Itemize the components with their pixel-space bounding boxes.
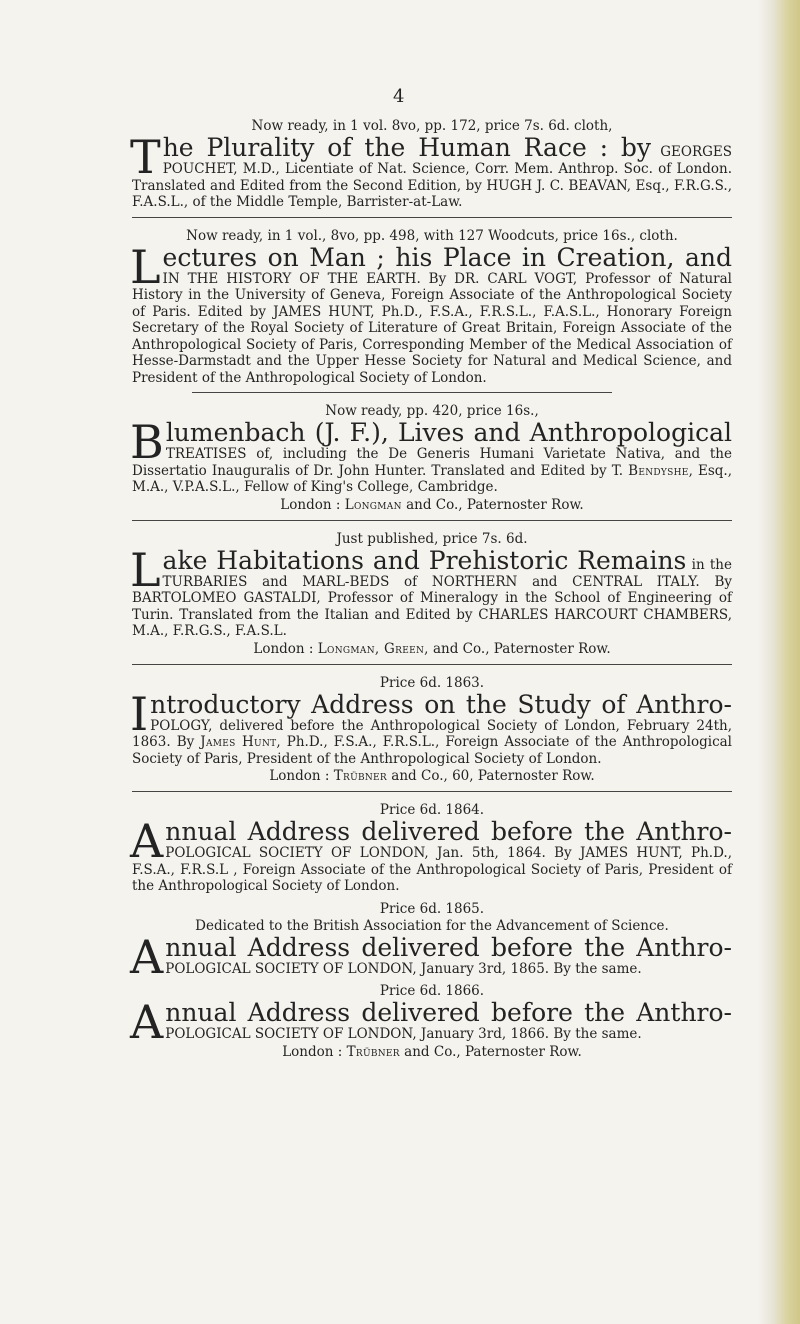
listing-lectures-on-man — [132, 228, 732, 387]
imprint-prefix: London : — [280, 496, 345, 513]
listing-lake-habitations — [132, 531, 732, 658]
listing-meta: Price 6d. 1865. — [379, 900, 485, 917]
listing-blumenbach — [132, 403, 732, 514]
listing-description — [130, 929, 732, 984]
listing-description — [130, 130, 732, 211]
imprint-suffix: and Co., 60, Paternoster Row. — [387, 768, 595, 784]
listing-body: GEORGES POUCHET, M.D., Licentiate of Nat. Science, Corr. Mem. Anthrop. Soc. of London. Translated and Edited from the Second Edition, by HUGH J. C. BEAVAN, Esq., F.R.G.S., F.A.S.L., of the Middle Temple, Barrister-at-Law. — [132, 144, 732, 210]
listing-description — [130, 239, 732, 387]
listing-description — [130, 814, 732, 895]
listing-meta: Price 6d. 1864. — [379, 802, 485, 818]
listing-body-name: James Hunt — [200, 734, 277, 750]
drop-cap: A — [130, 814, 164, 868]
publisher-name: Longman — [344, 496, 402, 513]
listing-description — [130, 686, 732, 768]
listing-title: nnual Address delivered before the Anthro- — [165, 932, 732, 962]
publisher-imprint — [132, 496, 732, 514]
listing-meta: Price 6d. 1863. — [379, 674, 485, 691]
listing-meta: Now ready, in 1 vol. 8vo, pp. 172, price 7s. 6d. cloth, — [251, 118, 613, 134]
listing-body: POLOGICAL SOCIETY OF LONDON, January 3rd, 1865. By the same. — [165, 960, 642, 977]
listing-meta: Now ready, in 1 vol., 8vo, pp. 498, with 127 Woodcuts, price 16s., cloth. — [186, 227, 678, 244]
drop-cap: T — [130, 130, 161, 184]
publisher-imprint — [132, 640, 732, 658]
drop-cap: A — [130, 929, 164, 984]
listing-title: nnual Address delivered before the Anthro- — [165, 817, 732, 846]
listing-dedication: Dedicated to the British Association for the Advancement of Science. — [195, 917, 669, 934]
listing-annual-address-1865 — [130, 900, 732, 984]
divider — [192, 392, 612, 393]
listing-body: POLOGICAL SOCIETY OF LONDON, Jan. 5th, 1864. By JAMES HUNT, Ph.D., F.S.A., F.R.S.L , Foreign Associate of the Anthropological Society of Paris, President of the Anthropological Society of London. — [132, 845, 732, 894]
publisher-name: Trübner — [333, 768, 388, 784]
listing-body: IN THE HISTORY OF THE EARTH. By DR. CARL VOGT, Professor of Natural History in the University of Geneva, Foreign Associate of the Anthropological Society of Paris. Edited by JAMES HUNT, Ph.D., F.S.A., F.R.S.L., F.A.S.L., Honorary Foreign Secretary of the Royal Society of Literature of Great Britain, Foreign Associate of the Anthropological Society of Paris, Corresponding Member of the Medical Association of Hesse-Darmstadt and the Upper Hesse Society for Natural and Medical Science, and President of the Anthropological Society of London. — [132, 270, 732, 386]
listing-title: ake Habitations and Prehistoric Remains — [162, 545, 687, 575]
listing-description — [130, 542, 732, 640]
listing-meta: Price 6d. 1866. — [379, 983, 485, 999]
listing-title: he Plurality of the Human Race : by — [162, 133, 652, 162]
drop-cap: L — [130, 239, 161, 294]
listing-meta: Just published, price 7s. 6d. — [336, 530, 528, 547]
imprint-prefix: London : — [282, 1043, 347, 1060]
listing-title: nnual Address delivered before the Anthro- — [165, 998, 732, 1027]
drop-cap: A — [130, 995, 164, 1049]
listing-body: POLOGICAL SOCIETY OF LONDON, January 3rd, 1866. By the same. — [165, 1026, 642, 1042]
listing-body: in the TURBARIES and MARL-BEDS of NORTHERN and CENTRAL ITALY. By BARTOLOMEO GASTALDI, Professor of Mineralogy in the School of Engineering of Turin. Translated from the Italian and Edited by CHARLES HARCOURT CHAMBERS, M.A., F.R.G.S., F.A.S.L. — [132, 556, 732, 639]
listing-annual-address-1864 — [132, 802, 732, 895]
listing-title: ntroductory Address on the Study of Anthro- — [150, 689, 732, 719]
drop-cap: L — [130, 542, 161, 597]
imprint-suffix: and Co., Paternoster Row. — [428, 640, 611, 657]
imprint-prefix: London : — [253, 640, 318, 657]
imprint-suffix: and Co., Paternoster Row. — [399, 1043, 582, 1060]
imprint-prefix: London : — [269, 768, 334, 784]
listing-description — [130, 415, 732, 496]
drop-cap: B — [130, 415, 164, 469]
divider — [132, 791, 732, 792]
divider — [132, 664, 732, 665]
drop-cap: I — [130, 686, 149, 741]
imprint-suffix: and Co., Paternoster Row. — [401, 496, 584, 513]
publisher-name: Longman, Green, — [317, 640, 429, 657]
listing-description — [130, 995, 732, 1049]
divider — [132, 520, 732, 521]
listing-annual-address-1866 — [132, 983, 732, 1061]
listing-title: lumenbach (J. F.), Lives and Anthropological — [165, 418, 732, 447]
listing-body-name: Bendyshe — [628, 462, 689, 479]
listing-body: TREATISES of, including the De Generis Humani Varietate Nativa, and the Dissertatio Inauguralis of Dr. John Hunter. Translated and Edited by T. — [132, 446, 732, 479]
divider — [132, 217, 732, 218]
advertisement-column — [132, 118, 732, 1061]
listing-meta: Now ready, pp. 420, price 16s., — [325, 403, 539, 419]
publisher-name: Trübner — [346, 1043, 400, 1060]
listing-body: , Ph.D., F.S.A., F.R.S.L., Foreign Associate of the Anthropological Society of Paris, President of the Anthropological Society of London. — [132, 734, 732, 767]
page-edge — [758, 0, 800, 1324]
listing-body: , Esq., M.A., V.P.A.S.L., Fellow of King's College, Cambridge. — [132, 462, 732, 495]
listing-title: ectures on Man ; his Place in Creation, and — [162, 242, 732, 272]
listing-plurality-human-race — [132, 118, 732, 211]
publisher-imprint — [132, 1043, 732, 1061]
listing-body: POLOGY, delivered before the Anthropological Society of London, February 24th, 1863. By — [132, 717, 732, 750]
publisher-imprint — [132, 767, 732, 785]
listing-introductory-address — [132, 675, 732, 786]
page-number: 4 — [393, 86, 405, 107]
